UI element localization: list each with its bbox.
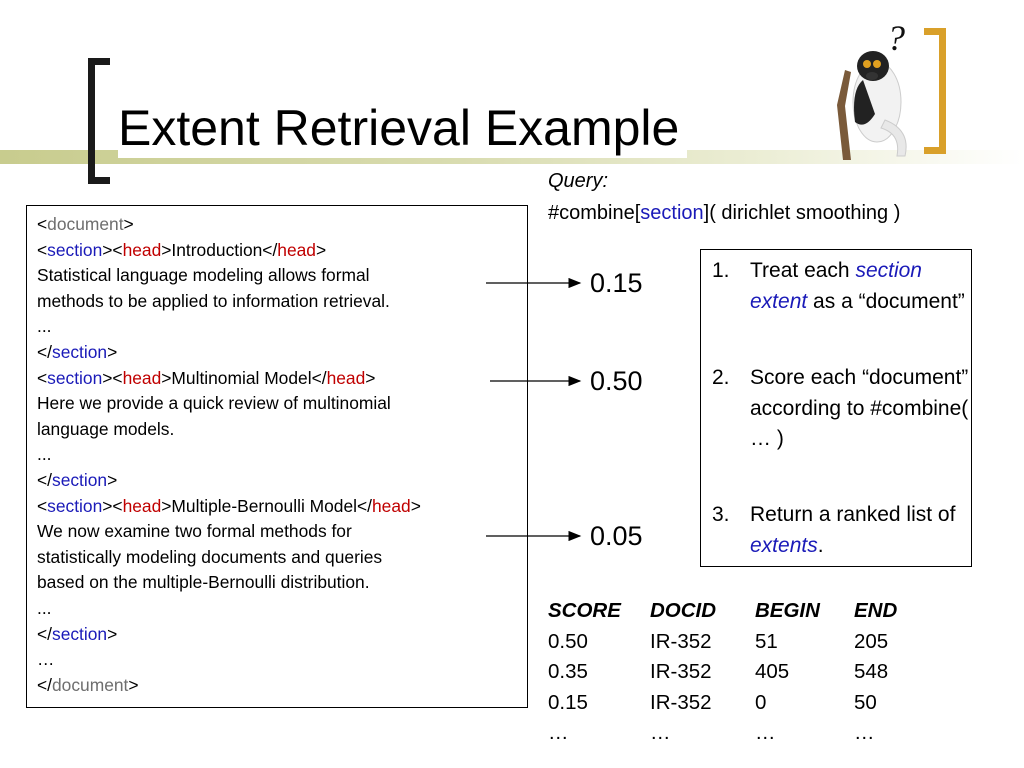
document-text: <	[37, 214, 48, 234]
document-line	[37, 238, 527, 264]
document-text: <	[37, 367, 48, 388]
markup-tag: head	[122, 239, 162, 260]
document-text: >Introduction</	[161, 239, 278, 260]
cell-docid: IR-352	[650, 629, 712, 653]
document-text: ><	[102, 367, 123, 388]
cell-end: 548	[854, 660, 889, 683]
query-label: Query:	[548, 170, 609, 192]
document-text: >	[107, 469, 118, 490]
document-text: </	[37, 341, 52, 362]
document-text: …	[37, 649, 55, 670]
markup-tag: section	[47, 495, 103, 516]
document-line	[37, 494, 527, 520]
cell-begin: 51	[755, 629, 778, 653]
document-line	[37, 673, 527, 699]
step-fragment: Return a ranked list of	[750, 503, 956, 526]
document-line	[37, 442, 527, 468]
document-text: statistically modeling documents and queries	[37, 546, 383, 567]
step-text	[750, 256, 972, 317]
document-line	[37, 314, 527, 340]
document-line	[37, 519, 527, 545]
step-text	[750, 363, 972, 455]
document-text: We now examine two formal methods for	[37, 521, 352, 542]
step-emphasis: extents	[750, 533, 818, 557]
document-line	[37, 647, 527, 673]
markup-tag: section	[47, 239, 103, 260]
cell-end: 50	[854, 690, 877, 714]
document-text: Here we provide a quick review of multinomial	[37, 393, 391, 414]
markup-tag: document	[52, 674, 129, 695]
document-text: </	[37, 623, 52, 644]
query-text: #combine[section]( dirichlet smoothing )	[548, 202, 901, 224]
document-text: <	[37, 239, 48, 260]
document-line	[37, 417, 527, 443]
document-text: >	[128, 674, 139, 695]
document-text: </	[37, 674, 52, 695]
document-line	[37, 340, 527, 366]
document-line	[37, 263, 527, 289]
markup-tag: document	[47, 214, 124, 234]
document-text: ><	[102, 495, 123, 516]
right-bracket	[924, 28, 946, 154]
header-score: SCORE	[548, 599, 621, 622]
step-fragment: as a “document”	[807, 289, 965, 313]
document-text: Statistical language modeling allows formal	[37, 265, 370, 286]
markup-tag: head	[277, 239, 316, 260]
cell-end: 205	[854, 629, 889, 653]
cell-score: 0.15	[548, 690, 588, 714]
markup-tag: head	[122, 367, 162, 388]
document-text: <	[37, 495, 48, 516]
cell-score: 0.35	[548, 660, 588, 683]
cell-begin: 0	[755, 690, 767, 714]
document-text: </	[37, 469, 52, 490]
document-text: >	[107, 623, 118, 644]
document-line	[37, 366, 527, 392]
document-text: language models.	[37, 418, 175, 439]
document-text: >Multiple-Bernoulli Model</	[161, 495, 372, 516]
left-bracket	[88, 58, 110, 184]
question-mark: ?	[887, 18, 905, 58]
cell-score: 0.50	[548, 629, 588, 653]
document-text: >	[123, 214, 134, 234]
cell-begin: 405	[755, 660, 790, 683]
header-docid: DOCID	[650, 599, 717, 622]
document-line	[37, 622, 527, 648]
step-number: 2.	[712, 366, 730, 389]
document-line	[37, 468, 527, 494]
document-line	[37, 391, 527, 417]
document-text: methods to be applied to information retrieval.	[37, 290, 390, 311]
step-fragment: .	[817, 533, 824, 557]
step-number: 3.	[712, 503, 730, 526]
cell-end: …	[854, 721, 875, 744]
lemur-icon	[815, 10, 925, 160]
document-text: based on the multiple-Bernoulli distribution.	[37, 572, 370, 593]
markup-tag: head	[372, 495, 411, 516]
score-bernoulli: 0.05	[590, 521, 643, 551]
document-text: >Multinomial Model</	[161, 367, 327, 388]
step-text	[750, 500, 972, 561]
header-end: END	[854, 599, 898, 622]
cell-docid: IR-352	[650, 690, 712, 714]
document-text: ...	[37, 597, 52, 618]
document-line	[37, 570, 527, 596]
steps-box	[700, 249, 972, 567]
slide-title: Extent Retrieval Example	[118, 98, 687, 158]
markup-tag: head	[326, 367, 366, 388]
document-line	[37, 545, 527, 571]
document-text: ><	[102, 239, 123, 260]
document-line	[37, 596, 527, 622]
document-lines	[37, 212, 527, 698]
score-multinomial: 0.50	[590, 366, 643, 396]
markup-tag: head	[122, 495, 162, 516]
document-box	[26, 205, 528, 708]
document-text: >	[365, 367, 376, 388]
step-emphasis: section extent	[750, 259, 922, 313]
markup-tag: section	[52, 623, 108, 644]
document-text: ...	[37, 444, 52, 465]
score-introduction: 0.15	[590, 268, 643, 298]
cell-begin: …	[755, 721, 776, 744]
cell-docid: …	[650, 721, 671, 744]
document-line	[37, 212, 527, 238]
cell-score: …	[548, 721, 569, 744]
markup-tag: section	[52, 469, 108, 490]
cell-docid: IR-352	[650, 660, 712, 683]
document-text: >	[410, 495, 421, 516]
step-fragment: Treat each	[750, 259, 856, 282]
document-text: >	[107, 341, 118, 362]
markup-tag: section	[47, 367, 103, 388]
document-text: ...	[37, 316, 52, 337]
step-fragment: Score each “document” according to #combine( … )	[750, 366, 969, 450]
step-number: 1.	[712, 259, 730, 282]
document-line	[37, 289, 527, 315]
markup-tag: section	[52, 341, 108, 362]
header-begin: BEGIN	[755, 599, 820, 622]
document-text: >	[315, 239, 327, 260]
